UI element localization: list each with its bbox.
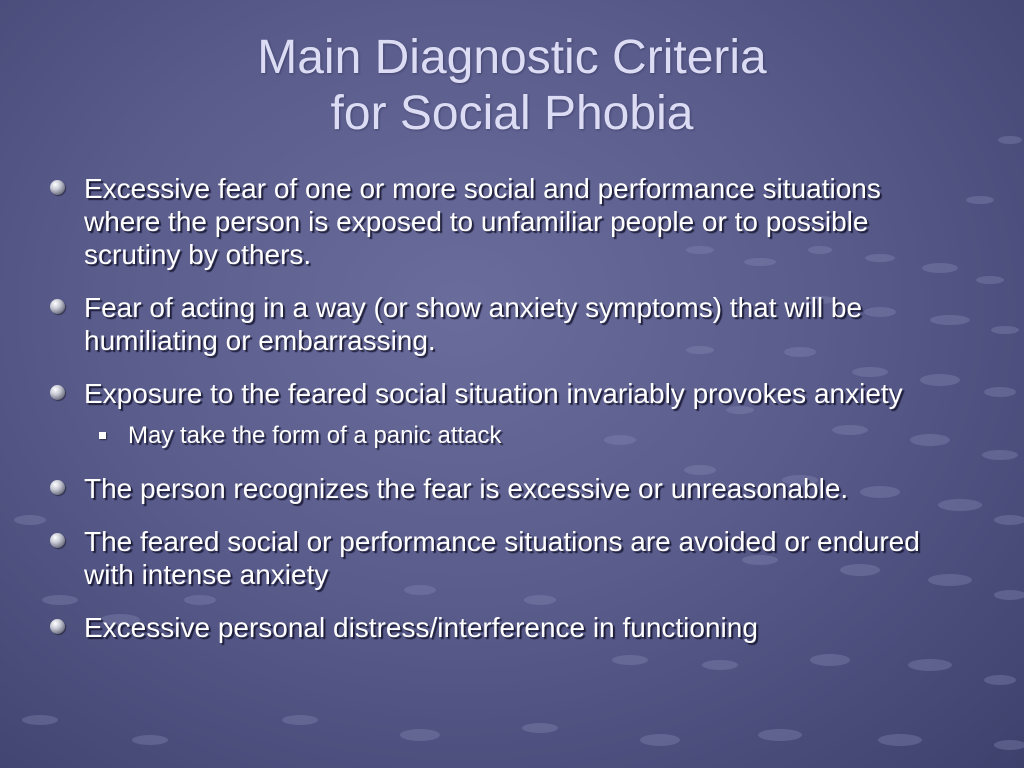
title-line-1: Main Diagnostic Criteria <box>257 31 767 84</box>
bullet-text: The person recognizes the fear is excessive or unreasonable. <box>84 473 849 504</box>
bullet-item <box>48 172 948 271</box>
sphere-bullet-icon <box>50 480 65 495</box>
bullet-item <box>48 291 948 357</box>
sphere-bullet-icon <box>50 385 65 400</box>
slide-title <box>0 30 1024 142</box>
bullet-text: Exposure to the feared social situation invariably provokes anxiety <box>84 378 903 409</box>
sphere-bullet-icon <box>50 180 65 195</box>
bullet-text: Excessive personal distress/interference in functioning <box>84 612 758 643</box>
bullet-text: Excessive fear of one or more social and performance situations where the person is exposed to unfamiliar people or to possible scrutiny by others. <box>84 173 881 270</box>
bullet-item <box>48 377 948 410</box>
bullet-text: The feared social or performance situations are avoided or endured with intense anxiety <box>84 526 920 590</box>
bullet-item <box>48 611 948 644</box>
sub-bullet-text: May take the form of a panic attack <box>128 422 502 449</box>
bullet-list <box>48 172 948 664</box>
sphere-bullet-icon <box>50 299 65 314</box>
bullet-text: Fear of acting in a way (or show anxiety symptoms) that will be humiliating or embarrassing. <box>84 292 863 356</box>
title-line-2: for Social Phobia <box>330 87 694 140</box>
sub-bullet-item <box>48 422 948 450</box>
sphere-bullet-icon <box>50 619 65 634</box>
square-bullet-icon <box>99 432 106 439</box>
bullet-item <box>48 525 948 591</box>
bullet-item <box>48 472 948 505</box>
sphere-bullet-icon <box>50 533 65 548</box>
